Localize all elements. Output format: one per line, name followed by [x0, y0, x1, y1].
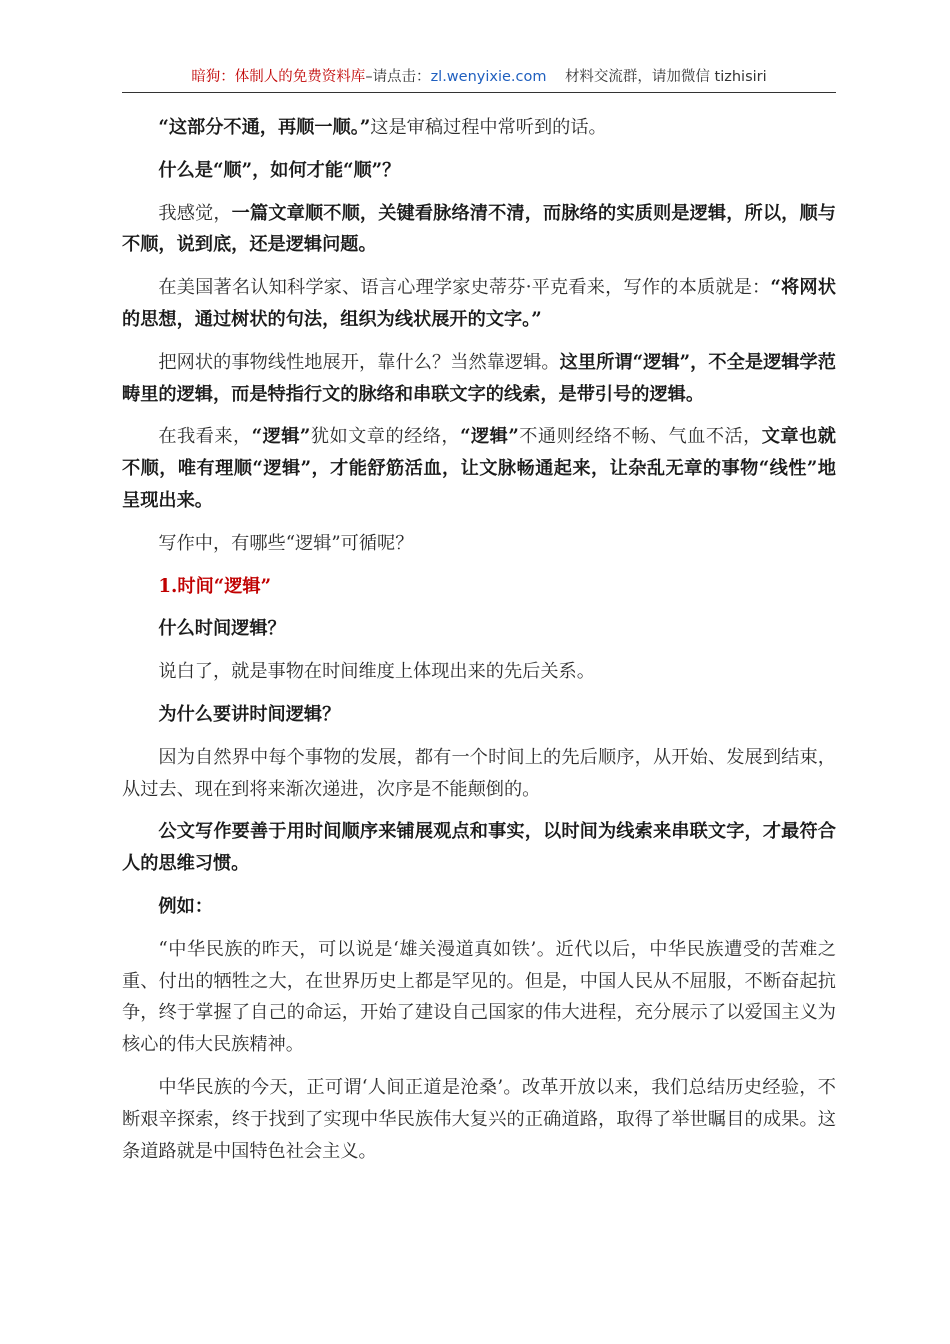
text-run: 在美国著名认知科学家、语言心理学家史蒂芬·平克看来，写作的本质就是： [158, 277, 771, 299]
text-run: 这是审稿过程中常听到的话。 [370, 117, 607, 138]
bold-text: “将网状的思想，通过树状的句法，组织为线状展开的文字。” [122, 277, 836, 330]
bold-text: 公文写作要善于用时间顺序来铺展观点和事实，以时间为线索来串联文字，才最符合人的思维习惯。 [122, 821, 836, 875]
bold-text: “逻辑” [251, 426, 311, 448]
bold-text: 文章也就不顺，唯有理顺“逻辑”，才能舒筋活血，让文脉畅通起来，让杂乱无章的事物“线性”地呈现出来。 [122, 426, 836, 511]
text-run: “中华民族的昨天，可以说是‘雄关漫道真如铁’。近代以后，中华民族遭受的苦难之重、付出的牺牲之大，在世界历史上都是罕见的。但是，中国人民从不屈服，不断奋起抗争，终于掌握了自己的命运，开始了建设自己国家的伟大进程，充分展示了以爱国主义为核心的伟大民族精神。 [122, 938, 836, 1056]
paragraph [122, 699, 836, 731]
paragraph [122, 571, 836, 603]
paragraph [122, 272, 836, 336]
bold-text: 例如： [158, 895, 213, 917]
site-name: 暗狗：体制人的免费资料库 [191, 69, 366, 85]
paragraph [122, 742, 836, 806]
bold-text: 为什么要讲时间逻辑？ [158, 703, 341, 725]
text-run: 我感觉， [158, 202, 232, 224]
paragraph [122, 155, 836, 187]
bold-text: 这里所谓“逻辑”，不全是逻辑学范畴里的逻辑，而是特指行文的脉络和串联文字的线索，是带引号的逻辑。 [122, 351, 836, 405]
paragraph [122, 934, 836, 1061]
paragraph [122, 816, 836, 880]
paragraph [122, 421, 836, 516]
paragraph [122, 347, 836, 411]
paragraph [122, 891, 836, 923]
text-run: 因为自然界中每个事物的发展，都有一个时间上的先后顺序，从开始、发展到结束，从过去、现在到将来渐次递进，次序是不能颠倒的。 [122, 746, 836, 800]
text-run: 说白了，就是事物在时间维度上体现出来的先后关系。 [158, 661, 595, 683]
text-run: 写作中，有哪些“逻辑”可循呢？ [158, 532, 414, 554]
link-prompt: –请点击： [365, 69, 431, 85]
paragraph [122, 528, 836, 560]
section-heading: 1.时间“逻辑” [158, 575, 272, 597]
text-run: 中华民族的今天，正可谓‘人间正道是沧桑’。改革开放以来，我们总结历史经验，不断艰辛探索，终于找到了实现中华民族伟大复兴的正确道路，取得了举世瞩目的成果。这条道路就是中国特色社会主义。 [122, 1076, 836, 1162]
text-run: 犹如文章的经络， [310, 426, 461, 448]
bold-text: “逻辑” [460, 426, 519, 448]
wechat-group-note: 材料交流群，请加微信 tizhisiri [564, 69, 767, 85]
text-run: 在我看来， [158, 426, 252, 448]
page-header [122, 66, 836, 93]
bold-text: “这部分不通，再顺一顺。” [158, 117, 371, 138]
paragraph [122, 198, 836, 262]
bold-text: 什么时间逻辑？ [158, 618, 286, 640]
paragraph [122, 656, 836, 688]
site-link[interactable]: zl.wenyixie.com [430, 69, 547, 85]
paragraph [122, 112, 836, 144]
text-run: 把网状的事物线性地展开，靠什么？当然靠逻辑。 [158, 351, 560, 373]
paragraph [122, 613, 836, 645]
text-run: 不通则经络不畅、气血不活， [518, 426, 762, 448]
paragraph [122, 1072, 836, 1167]
bold-text: 什么是“顺”，如何才能“顺”？ [158, 159, 401, 181]
document-body [122, 112, 836, 1178]
bold-text: 一篇文章顺不顺，关键看脉络清不清，而脉络的实质则是逻辑，所以，顺与不顺，说到底，还是逻辑问题。 [122, 202, 836, 256]
